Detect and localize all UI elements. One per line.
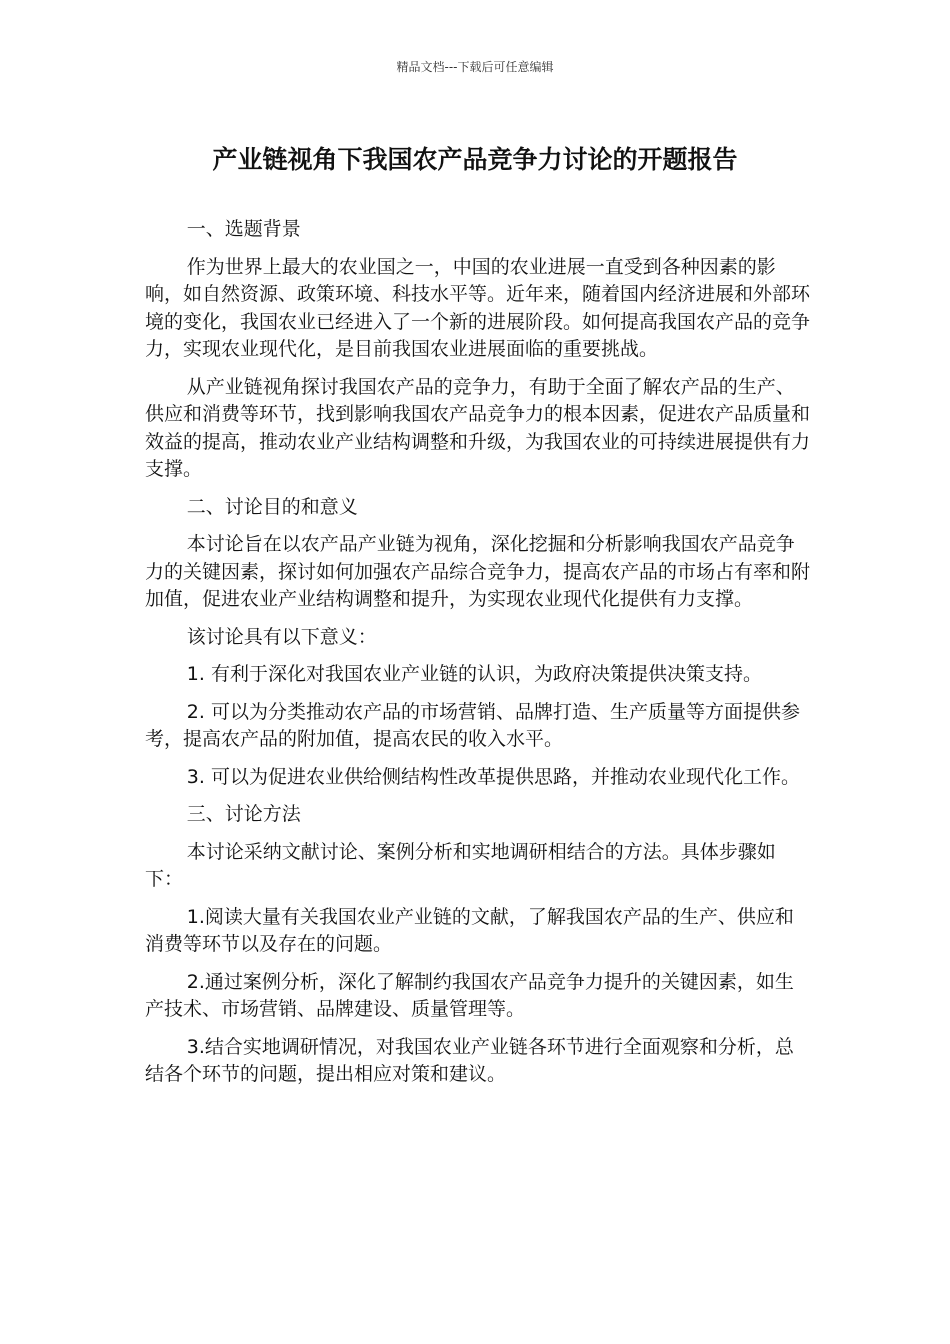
list-item: 3.结合实地调研情况，对我国农业产业链各环节进行全面观察和分析，总结各个环节的问题，提出相应对策和建议。 <box>145 1035 794 1085</box>
paragraph: 该讨论具有以下意义： <box>186 625 377 648</box>
paragraph: 本讨论旨在以农产品产业链为视角，深化挖掘和分析影响我国农产品竞争力的关键因素，探讨如何加强农产品综合竞争力，提高农产品的市场占有率和附加值，促进农业产业结构调整和提升，为实现农业现代化提供有力支撑。 <box>145 533 811 610</box>
section-heading-purpose: 二、讨论目的和意义 <box>186 495 358 518</box>
list-item: 1.阅读大量有关我国农业产业链的文献，了解我国农产品的生产、供应和消费等环节以及存在的问题。 <box>145 905 794 955</box>
section-heading-background: 一、选题背景 <box>186 218 301 240</box>
document-title: 产业链视角下我国农产品竞争力讨论的开题报告 <box>212 145 738 174</box>
list-item: 2.通过案例分析，深化了解制约我国农产品竞争力提升的关键因素，如生产技术、市场营销、品牌建设、质量管理等。 <box>145 970 794 1020</box>
paragraph: 从产业链视角探讨我国农产品的竞争力，有助于全面了解农产品的生产、供应和消费等环节，找到影响我国农产品竞争力的根本因素，促进农产品质量和效益的提高，推动农业产业结构调整和升级，为我国农业的可持续进展提供有力支撑。 <box>145 375 811 480</box>
section-heading-method: 三、讨论方法 <box>186 803 301 825</box>
header-note: 精品文档---下载后可任意编辑 <box>396 60 554 74</box>
document-body <box>145 216 810 1099</box>
list-item: 3. 可以为促进农业供给侧结构性改革提供思路，并推动农业现代化工作。 <box>186 765 800 788</box>
paragraph: 作为世界上最大的农业国之一，中国的农业进展一直受到各种因素的影响，如自然资源、政策环境、科技水平等。近年来，随着国内经济进展和外部环境的变化，我国农业已经进入了一个新的进展阶段。如何提高我国农产品的竞争力，实现农业现代化，是目前我国农业进展面临的重要挑战。 <box>145 255 811 360</box>
paragraph: 本讨论采纳文献讨论、案例分析和实地调研相结合的方法。具体步骤如下： <box>145 840 776 890</box>
list-item: 1. 有利于深化对我国农业产业链的认识，为政府决策提供决策支持。 <box>186 663 762 685</box>
list-item: 2. 可以为分类推动农产品的市场营销、品牌打造、生产质量等方面提供参考，提高农产品的附加值，提高农民的收入水平。 <box>145 700 800 750</box>
